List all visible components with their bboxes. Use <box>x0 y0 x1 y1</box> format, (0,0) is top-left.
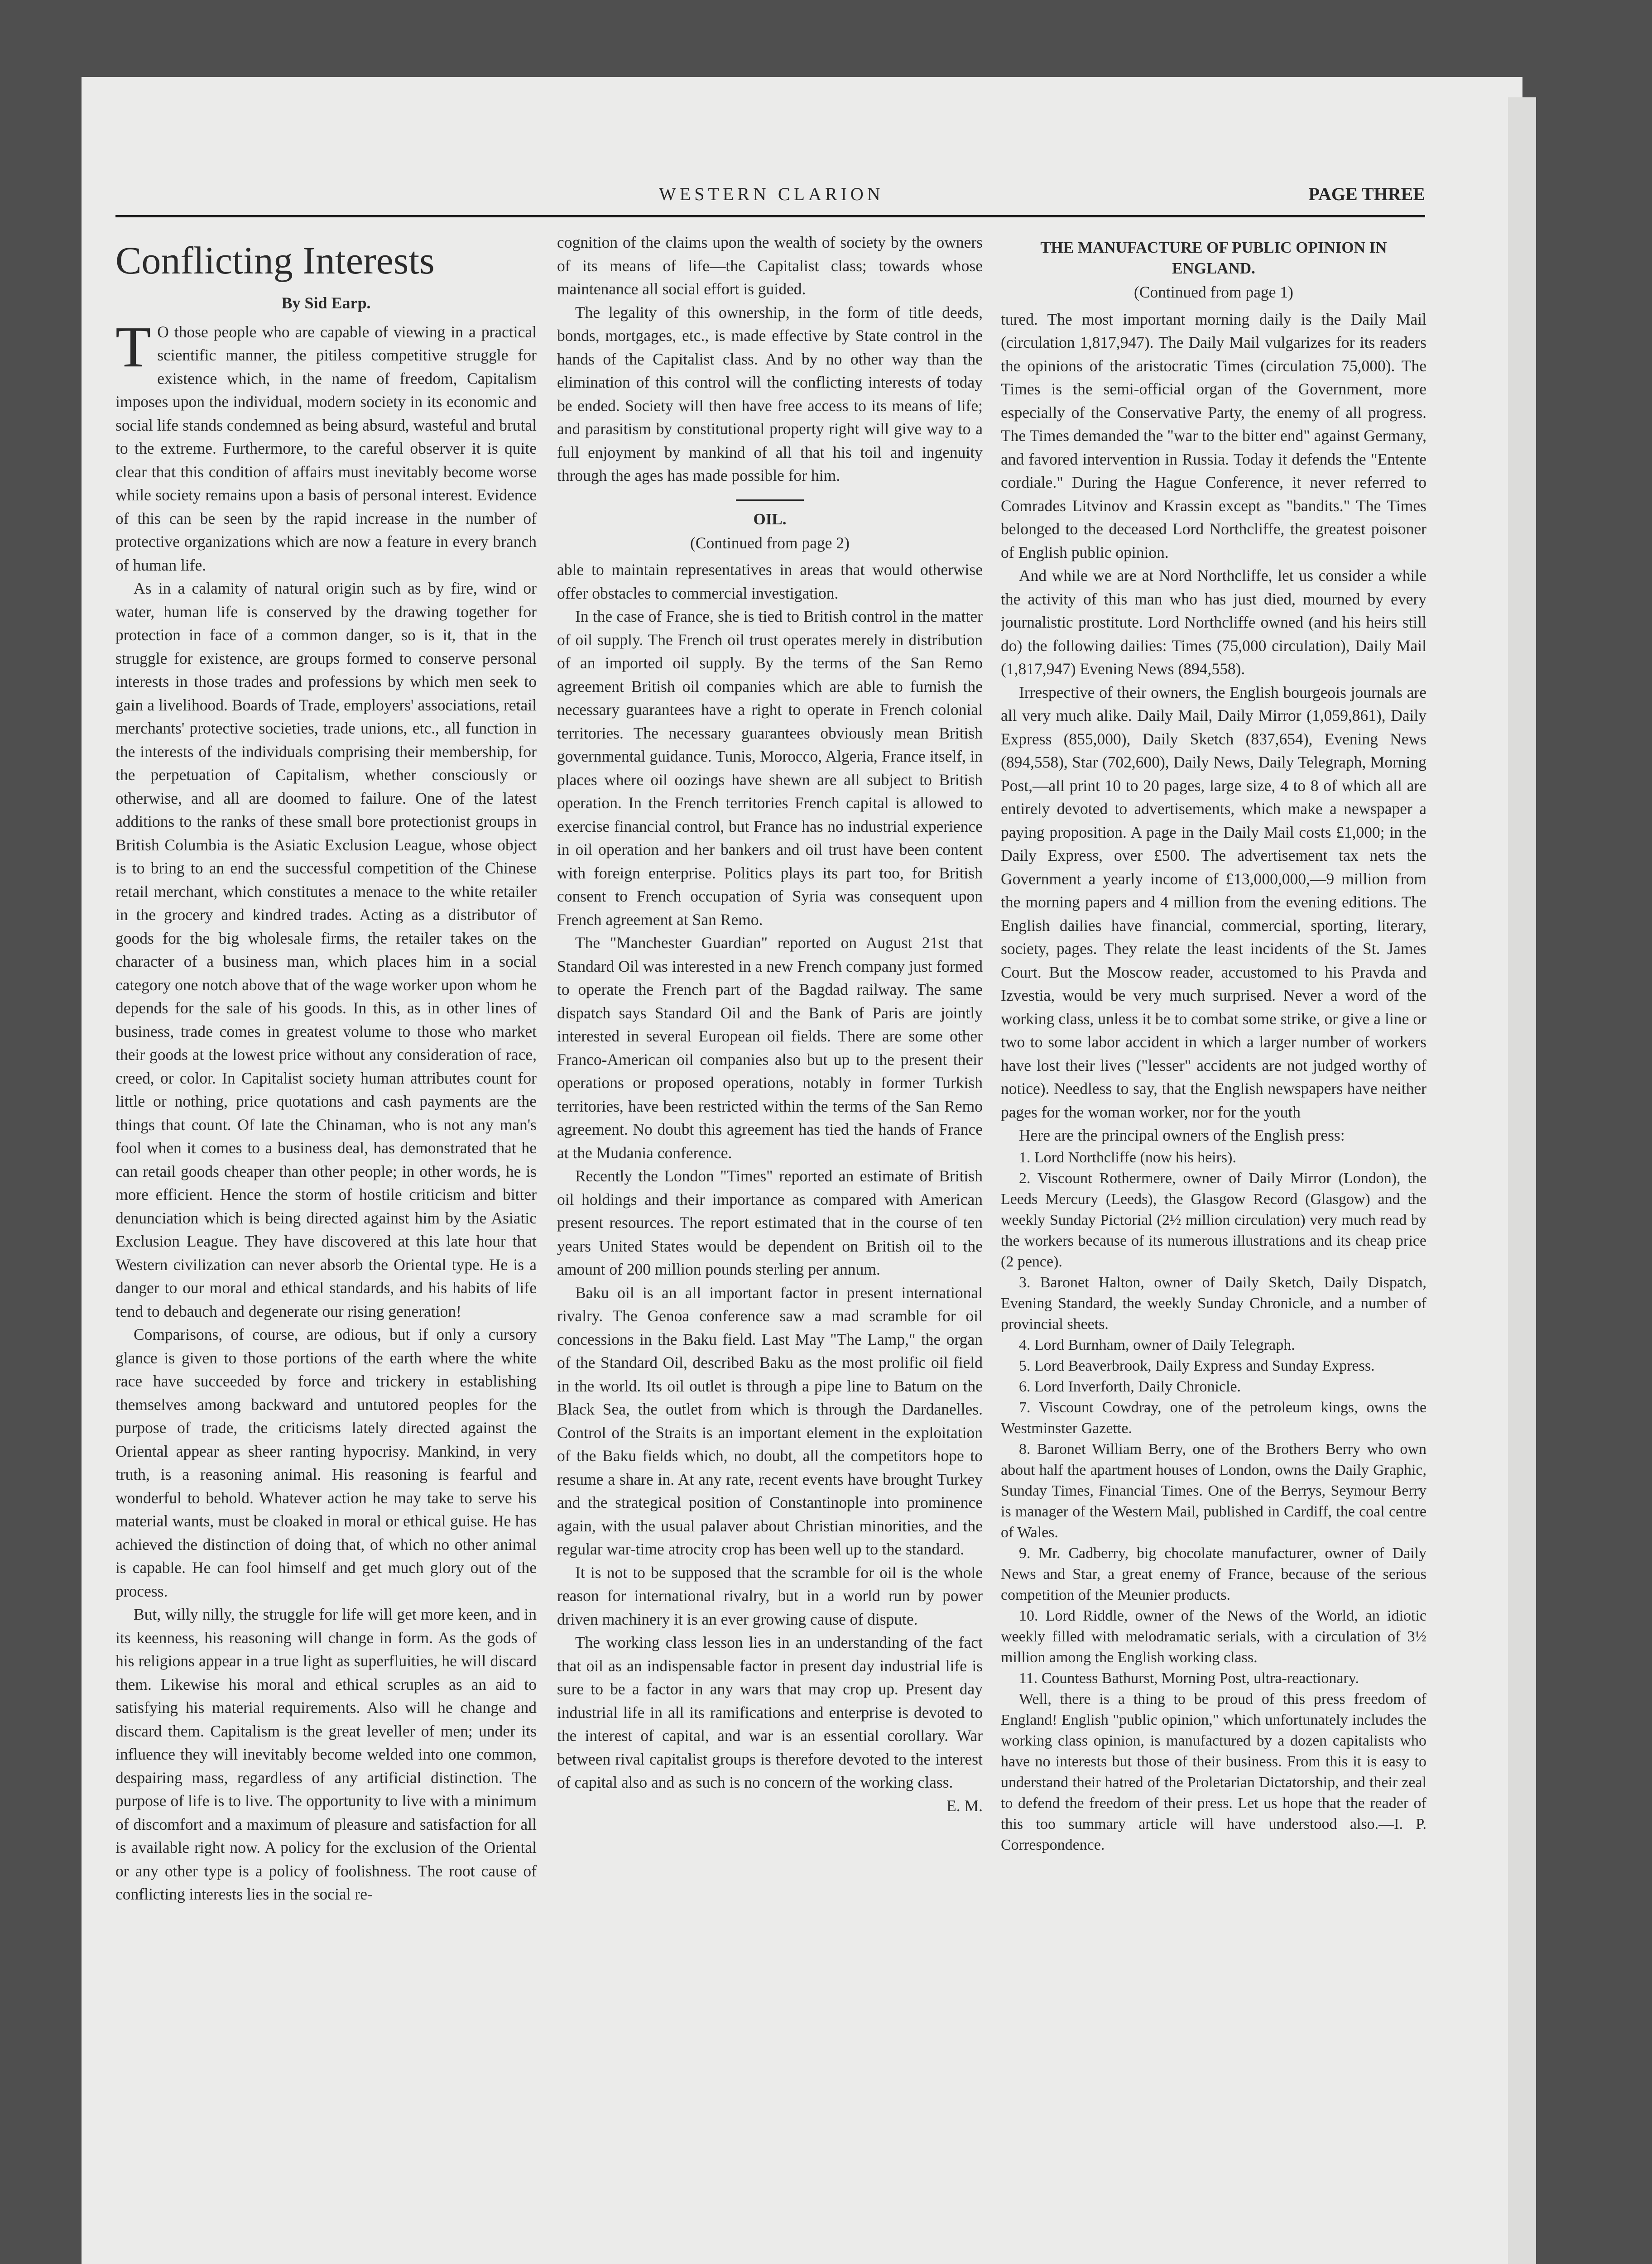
list-item: 8. Baronet William Berry, one of the Brothers Berry who own about half the apartment houses of London, owns the Daily Graphic, Sunday Times, Financial Times. One of the Berrys, Seymour Berry is manager of the Western Mail, published in Cardiff, the coal centre of Wales. <box>1001 1440 1426 1541</box>
article-paragraph: Recently the London "Times" reported an estimate of British oil holdings and their importance as compared with American present resources. The report estimated that in the course of ten years United States would be dependent on British oil to the amount of 200 million pounds sterling per annum. <box>557 1167 983 1278</box>
list-item: 3. Baronet Halton, owner of Daily Sketch, Daily Dispatch, Evening Standard, the weekly Sunday Chronicle, and a number of provincial sheets. <box>1001 1274 1426 1333</box>
article-paragraph: Comparisons, of course, are odious, but if only a cursory glance is given to those portions of the earth where the white race have succeeded by force and trickery in establishing themselves among backward and untutored peoples for the purpose of trade, the criticisms lately directed against the Oriental appear as sheer ranting hypocrisy. Mankind, in very truth, is a reasoning animal. His reasoning is fearful and wonderful to behold. Whatever action he may take to serve his material wants, must be cloaked in moral or ethical guise. He has achieved the distinction of doing that, of which no other animal is capable. He can fool himself and get much glory out of the process. <box>115 1325 537 1600</box>
section-divider <box>736 499 804 501</box>
article-paragraph: Irrespective of their owners, the English bourgeois journals are all very much alike. Daily Mail, Daily Mirror (1,059,861), Daily Express (855,000), Daily Sketch (837,654), Evening News (894,558), Star (702,600), Daily News, Daily Telegraph, Morning Post,—all print 10 to 20 pages, large size, 4 to 8 of which all are entirely devoted to advertisements, which make a newspaper a paying proposition. A page in the Daily Mail costs £1,000; in the Daily Express, over £500. The advertisement tax nets the Government a yearly income of £13,000,000,—9 million from the morning papers and 4 million from the evening editions. The English dailies have financial, commercial, sporting, literary, society, pages. They relate the least incidents of the St. James Court. But the Moscow reader, accustomed to his Pravda and Izvestia, would be very much surprised. Never a word of the working class, unless it be to combat some strike, or give a line or two to some labor accident in which a larger number of workers have lost their lives ("lesser" accidents are not judged worthy of notice). Needless to say, that the English newspapers have neither pages for the woman worker, nor for the youth <box>1001 683 1426 1121</box>
continued-note: (Continued from page 2) <box>690 533 850 552</box>
article-paragraph: In the case of France, she is tied to British control in the matter of oil supply. The French oil trust operates merely in distribution of an imported oil supply. By the terms of the San Remo agreement British oil companies which are able to furnish the necessary guarantees have a right to operate in French colonial territories. The necessary guarantees obviously mean British governmental guidance. Tunis, Morocco, Algeria, France itself, in places where oil oozings have shewn are all subject to British operation. In the French territories French capital is allowed to exercise financial control, but France has no industrial experience in oil operation and her bankers and oil trust have been content with foreign enterprise. Politics plays its part too, for British consent to French occupation of Syria was consequent upon French agreement at San Remo. <box>557 607 983 929</box>
list-item: 7. Viscount Cowdray, one of the petroleum kings, owns the Westminster Gazette. <box>1001 1399 1426 1437</box>
signature: E. M. <box>946 1796 983 1815</box>
page-number: PAGE THREE <box>1308 184 1425 204</box>
article-title: THE MANUFACTURE OF PUBLIC OPINION IN ENGLAND. <box>1040 239 1387 277</box>
article-paragraph: And while we are at Nord Northcliffe, let us consider a while the activity of this man who has just died, mourned by every journalistic prostitute. Lord Northcliffe owned (and his heirs still do) the following dailies: Times (75,000 circulation), Daily Mail (1,817,947) Evening News (894,558). <box>1001 566 1426 678</box>
list-item: 11. Countess Bathurst, Morning Post, ultra-reactionary. <box>1019 1669 1359 1687</box>
article-paragraph: But, willy nilly, the struggle for life will get more keen, and in its keenness, his reasoning will change in form. As the gods of his religions appear in a true light as superfluities, he will discard them. Likewise his moral and ethical scruples as an aid to satisfying his material requirements. Also will he change and discard them. Capitalism is the great leveller of men; under its influence they will inevitably become welded into one common, despairing mass, regardless of any artificial distinction. The purpose of life is to live. The opportunity to live with a minimum of discomfort and a maximum of pleasure and satisfaction for all is available right now. A policy for the exclusion of the Oriental or any other type is a policy of foolishness. The root cause of conflicting interests lies in the social re- <box>115 1605 537 1903</box>
list-item: 2. Viscount Rothermere, owner of Daily Mirror (London), the Leeds Mercury (Leeds), the Glasgow Record (Glasgow) and the weekly Sunday Pictorial (2½ million circulation) very much read by the workers because of its numerous illustrations and its cheap price (2 pence). <box>1001 1170 1426 1270</box>
list-item: 6. Lord Inverforth, Daily Chronicle. <box>1019 1378 1241 1395</box>
list-item: 10. Lord Riddle, owner of the News of the World, an idiotic weekly filled with melodramatic serials, with a circulation of 3½ million among the English working class. <box>1001 1607 1426 1666</box>
article-paragraph: The legality of this ownership, in the form of title deeds, bonds, mortgages, etc., is made effective by State control in the hands of the Capitalist class. And by no other way than the elimination of this control will the conflicting interests of today be ended. Society will then have free access to its means of life; and parasitism by constitutional property right will give way to a full enjoyment by mankind of all that his toil and ingenuity through the ages has made possible for him. <box>557 303 983 484</box>
list-item: 1. Lord Northcliffe (now his heirs). <box>1019 1149 1236 1166</box>
article-paragraph: The working class lesson lies in an understanding of the fact that oil as an indispensable factor in present day industrial life is sure to be a factor in any wars that may crop up. Present day industrial life in all its ramifications and enterprise is devoted to the interest of capital, and war is an essential corollary. War between rival capitalist groups is therefore devoted to the interest of capital also and as such is no concern of the working class. <box>557 1633 983 1791</box>
article-title: Conflicting Interests <box>115 239 435 282</box>
article-paragraph: able to maintain representatives in areas that would otherwise offer obstacles to commercial investigation. <box>557 561 983 602</box>
drop-cap: T <box>115 314 151 379</box>
article-paragraph: Here are the principal owners of the English press: <box>1019 1126 1345 1144</box>
masthead: WESTERN CLARION <box>659 184 884 204</box>
article-paragraph: tured. The most important morning daily is the Daily Mail (circulation 1,817,947). The Daily Mail vulgarizes for its readers the opinions of the aristocratic Times (circulation 75,000). The Times is the semi-official organ of the Government, more especially of the Conservative Party, the enemy of all progress. The Times demanded the "war to the bitter end" against Germany, and favored intervention in Russia. Today it defends the "Entente cordiale." During the Hague Conference, it never referred to Comrades Litvinov and Krassin except as "bandits." The Times belonged to the deceased Lord Northcliffe, the greatest poisoner of English public opinion. <box>1001 310 1426 561</box>
column-2 <box>557 231 983 2250</box>
page-header <box>115 183 1425 217</box>
article-paragraph: cognition of the claims upon the wealth of society by the owners of its means of life—the Capitalist class; towards whose maintenance all social effort is guided. <box>557 233 983 298</box>
article-title: OIL. <box>753 510 787 528</box>
article-paragraph: Well, there is a thing to be proud of this press freedom of England! English "public opinion," which unfortunately includes the working class opinion, is manufactured by a dozen capitalists who have no interests but those of their business. From this it is easy to understand their hatred of the Proletarian Dictatorship, and their zeal to defend the freedom of their press. Let us hope that the reader of this too summary article will have understood also.—I. P. Correspondence. <box>1001 1690 1426 1853</box>
continued-note: (Continued from page 1) <box>1134 283 1293 301</box>
article-paragraph: T O those people who are capable of viewing in a practical scientific manner, the pitiless competitive struggle for existence which, in the name of freedom, Capitalism imposes upon the individual, modern society in its economic and social life stands condemned as being absurd, wasteful and brutal to the extreme. Furthermore, to the careful observer it is quite clear that this condition of affairs must inevitably become worse while society remains upon a basis of personal interest. Evidence of this can be seen by the rapid increase in the number of protective organizations which are now a feature in every branch of human life. <box>115 314 537 574</box>
column-3 <box>1001 231 1426 2250</box>
article-paragraph: Baku oil is an all important factor in present international rivalry. The Genoa conference saw a mad scramble for oil concessions in the Baku field. Last May "The Lamp," the organ of the Standard Oil, described Baku as the most prolific oil field in the world. Its oil outlet is through a pipe line to Batum on the Black Sea, the outlet from which is through the Dardanelles. Control of the Straits is an important element in the exploitation of the Baku fields which, no doubt, all the competitors hope to resume a share in. At any rate, recent events have brought Turkey and the strategical position of Constantinople into prominence again, with the usual palaver about Christian minorities, and the regular war-time atrocity crop has been well up to the standard. <box>557 1283 983 1558</box>
page-content <box>82 77 1522 2264</box>
article-paragraph: It is not to be supposed that the scramble for oil is the whole reason for international rivalry, but in a world run by power driven machinery it is an ever growing cause of dispute. <box>557 1563 983 1628</box>
list-item: 5. Lord Beaverbrook, Daily Express and Sunday Express. <box>1019 1357 1375 1374</box>
article-paragraph: The "Manchester Guardian" reported on August 21st that Standard Oil was interested in a new French company just formed to operate the French part of the Bagdad railway. The same dispatch says Standard Oil and the Bank of Paris are jointly interested in several European oil fields. There are some other Franco-American oil companies also but up to the present their operations or proposed operations, notably in former Turkish territories, have been restricted within the terms of the San Remo agreement. No doubt this agreement has tied the hands of France at the Mudania conference. <box>557 934 983 1162</box>
list-item: 4. Lord Burnham, owner of Daily Telegraph. <box>1019 1336 1295 1353</box>
column-1 <box>115 231 537 2250</box>
owners-list <box>1001 1147 1426 1856</box>
article-paragraph: As in a calamity of natural origin such as by fire, wind or water, human life is conserved by the drawing together for protection in face of a common danger, so is it, that in the struggle for existence, are groups formed to conserve personal interests in those trades and professions by which men seek to gain a livelihood. Boards of Trade, employers' associations, retail merchants' protective societies, trade unions, etc., all function in the interests of the individuals comprising their membership, for the perpetuation of Capitalism, whether consciously or otherwise, and all are doomed to failure. One of the latest additions to the ranks of these small bore protectionist groups in British Columbia is the Asiatic Exclusion League, whose object is to bring to an end the successful competition of the Chinese retail merchant, which constitutes a menace to the white retailer in the grocery and kindred trades. Acting as a distributor of goods for the big wholesale firms, the retailer takes on the character of a business man, which places him in a social category one notch above that of the wage worker upon whom he depends for the sale of his goods. In this, as in other lines of business, trade comes in greatest volume to those who market their goods at the lowest price without any consideration of race, creed, or color. In Capitalist society human attributes count for little or nothing, price quotations and cash payments are the things that count. Of late the Chinaman, who is not any man's fool when it comes to a business deal, has demonstrated that he can retail goods cheaper than other people; in other words, he is more efficient. Hence the storm of hostile criticism and bitter denunciation which is being directed against him by the Asiatic Exclusion League. They have discovered at this late hour that Western civilization can never absorb the Oriental type. He is a danger to our moral and ethical standards, and his habits of life tend to debauch and degenerate our rising generation! <box>115 579 537 1320</box>
list-item: 9. Mr. Cadberry, big chocolate manufacturer, owner of Daily News and Star, a great enemy of France, because of the serious competition of the Meunier products. <box>1001 1545 1426 1603</box>
byline: By Sid Earp. <box>281 294 371 312</box>
